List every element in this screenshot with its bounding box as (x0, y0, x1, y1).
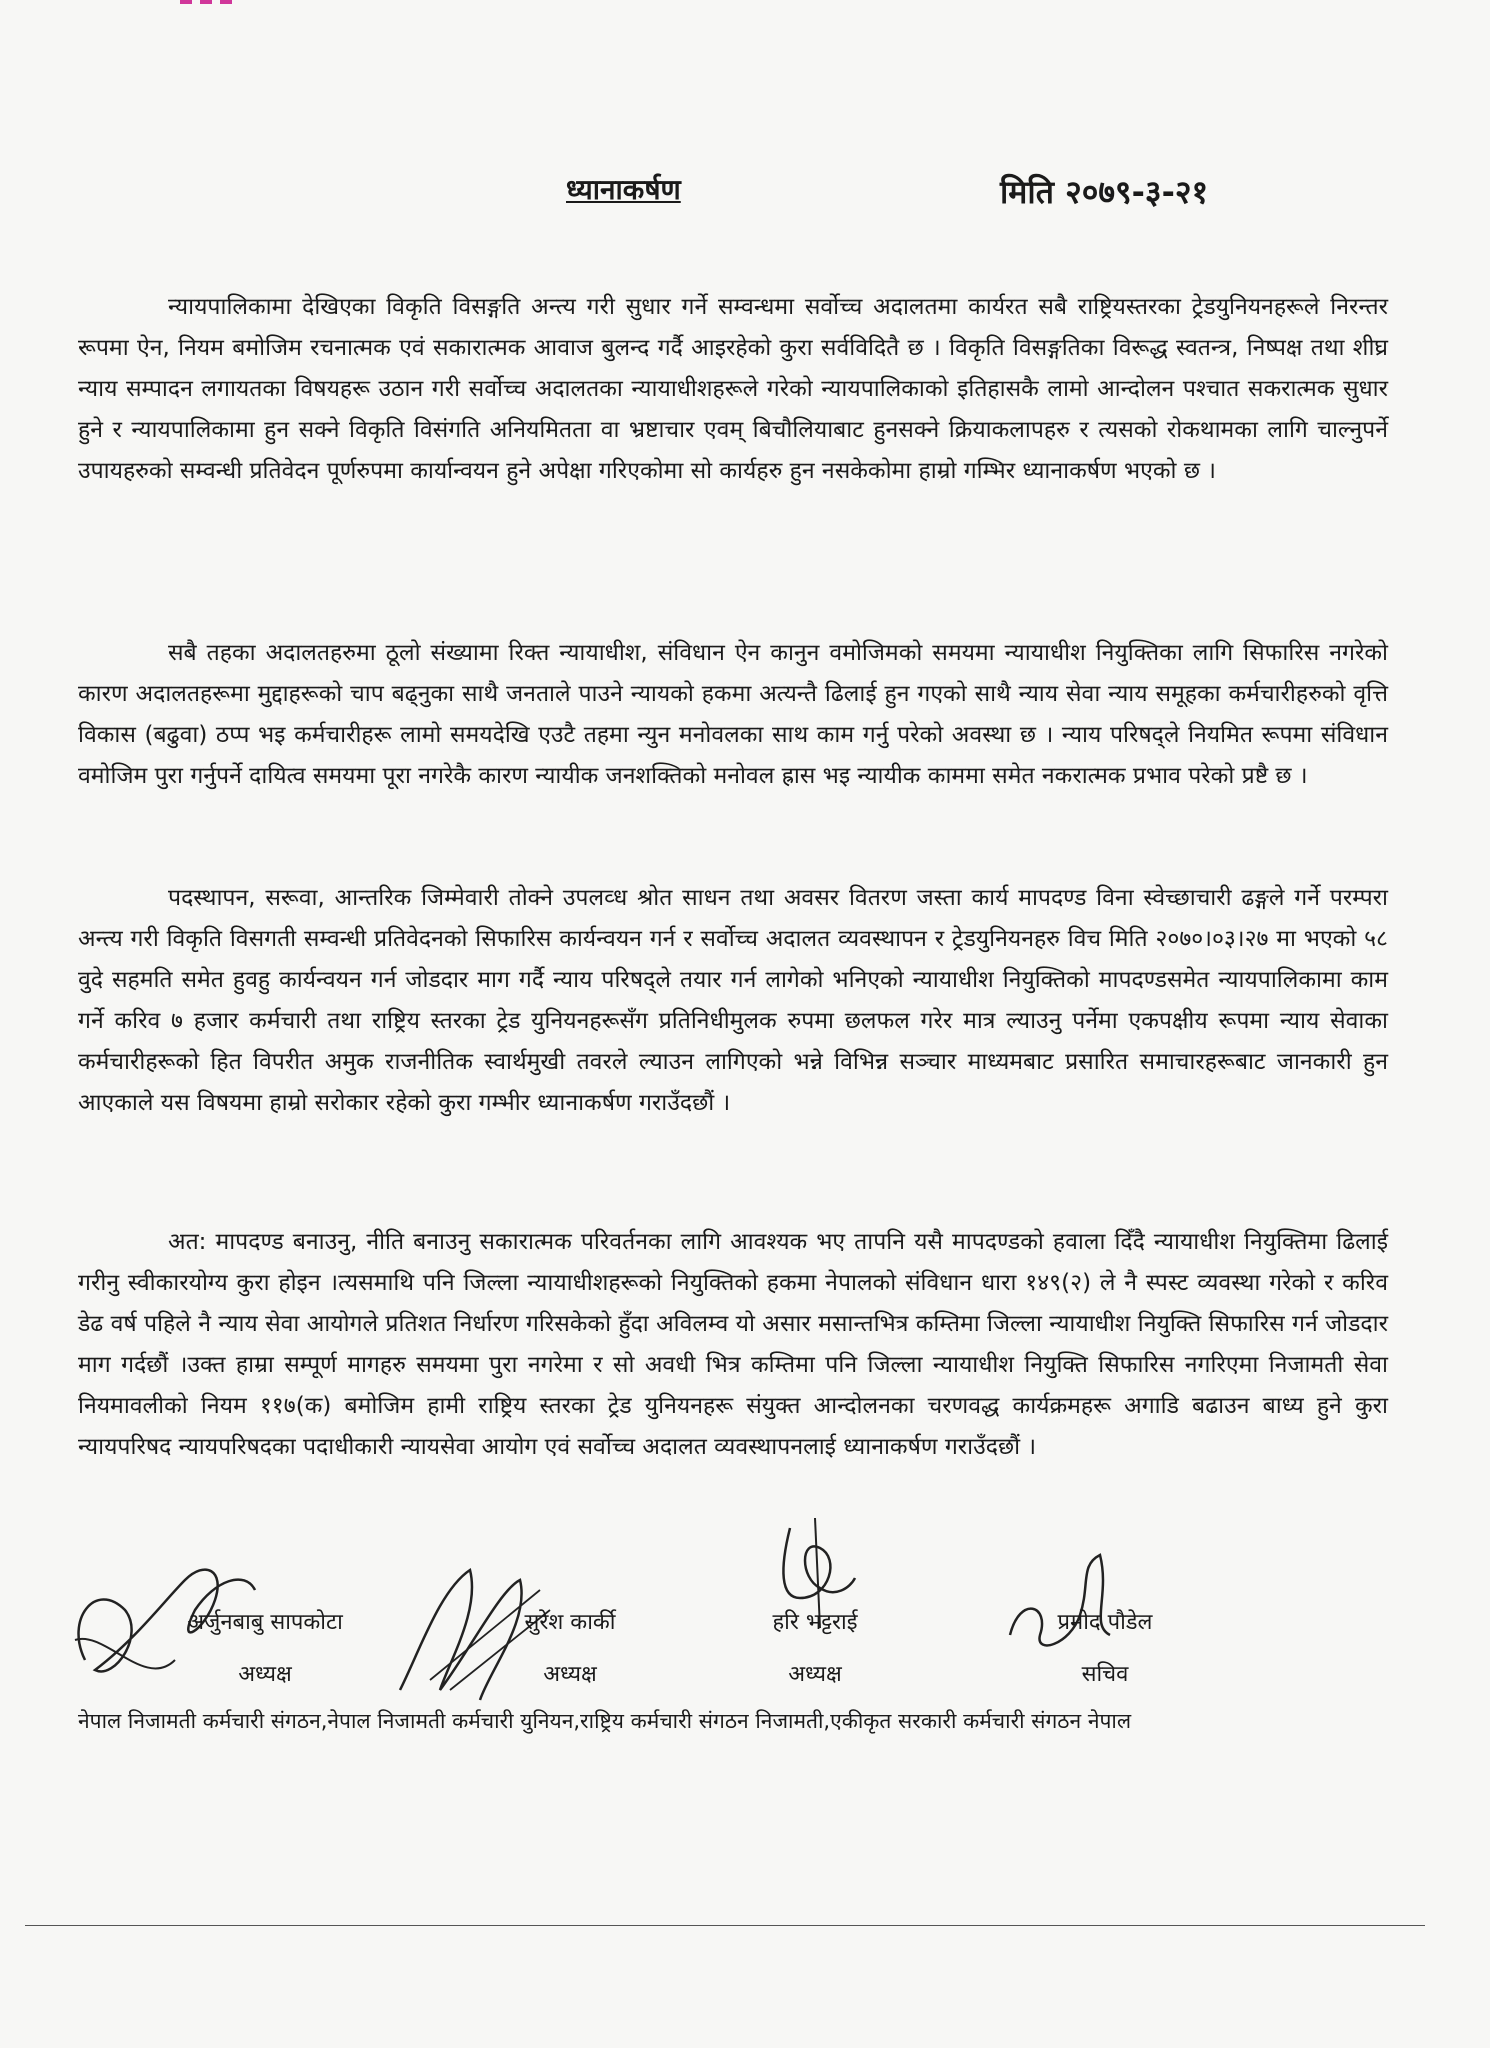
signatory-2 (480, 1606, 660, 1688)
signatory-1-role: अध्यक्ष (238, 1662, 292, 1687)
signatory-2-name: सुरेश कार्की (524, 1610, 616, 1635)
paragraph-2 (78, 633, 1388, 797)
paragraph-1-text: न्यायपालिकामा देखिएका विकृति विसङ्गति अन्त्य गरी सुधार गर्ने सम्वन्धमा सर्वोच्च अदालतमा कार्यरत सबै राष्ट्रियस्तरका ट्रेडयुनियनहरूले निरन्तर रूपमा ऐन, नियम बमोजिम रचनात्मक एवं सकारात्मक आवाज बुलन्द गर्दै आइरहेको कुरा सर्वविदितै छ । विकृति विसङ्गतिका विरूद्ध स्वतन्त्र, निष्पक्ष तथा शीघ्र न्याय सम्पादन लगायतका विषयहरू उठान गरी सर्वोच्च अदालतका न्यायाधीशहरूले गरेको न्यायपालिकाको इतिहासकै लामो आन्दोलन पश्चात सकरात्मक सुधार हुने र न्यायपालिकामा हुन सक्ने विकृति विसंगति अनियमितता वा भ्रष्टाचार एवम् बिचौलियाबाट हुनसक्ने क्रियाकलापहरु र त्यसको रोकथामका लागि चाल्नुपर्ने उपायहरुको सम्वन्धी प्रतिवेदन पूर्णरुपमा कार्यान्वयन हुने अपेक्षा गरिएकोमा सो कार्यहरु हुन नसकेकोमा हाम्रो गम्भिर ध्यानाकर्षण भएको छ । (78, 294, 1388, 484)
paragraph-1 (78, 287, 1388, 492)
document-title: ध्यानाकर्षण (566, 173, 681, 206)
organizations-line: नेपाल निजामती कर्मचारी संगठन,नेपाल निजामती कर्मचारी युनियन,राष्ट्रिय कर्मचारी संगठन निजामती,एकीकृत सरकारी कर्मचारी संगठन नेपाल (78, 1709, 1132, 1733)
signatory-4-role: सचिव (1081, 1662, 1129, 1687)
paragraph-4 (78, 1222, 1388, 1468)
paragraph-4-text: अत: मापदण्ड बनाउनु, नीति बनाउनु सकारात्मक परिवर्तनका लागि आवश्यक भए तापनि यसै मापदण्डको हवाला दिँदै न्यायाधीश नियुक्तिमा ढिलाई गरीनु स्वीकारयोग्य कुरा होइन ।त्यसमाथि पनि जिल्ला न्यायाधीशहरूको नियुक्तिको हकमा नेपालको संविधान धारा १४९(२) ले नै स्पस्ट व्यवस्था गरेको र करिव डेढ वर्ष पहिले नै न्याय सेवा आयोगले प्रतिशत निर्धारण गरिसकेको हुँदा अविलम्व यो असार मसान्तभित्र कम्तिमा जिल्ला न्यायाधीश नियुक्ति सिफारिस गर्न जोडदार माग गर्दछौं ।उक्त हाम्रा सम्पूर्ण मागहरु समयमा पुरा नगरेमा र सो अवधी भित्र कम्तिमा पनि जिल्ला न्यायाधीश नियुक्ति सिफारिस नगरिएमा निजामती सेवा नियमावलीको नियम ११७(क) बमोजिम हामी राष्ट्रिय स्तरका ट्रेड युनियनहरू संयुक्त आन्दोलनका चरणवद्ध कार्यक्रमहरू अगाडि बढाउन बाध्य हुने कुरा न्यायपरिषद न्यायपरिषदका पदाधीकारी न्यायसेवा आयोग एवं सर्वोच्च अदालत व्यवस्थापनलाई ध्यानाकर्षण गराउँदछौं । (78, 1229, 1388, 1460)
signatory-4-name: प्रमोद पौडेल (1057, 1610, 1153, 1635)
signatory-1 (150, 1606, 380, 1688)
signatory-2-role: अध्यक्ष (543, 1662, 597, 1687)
document-date: मिति २०७९-३-२१ (1000, 173, 1209, 211)
pink-edge-mark (180, 0, 260, 8)
signatory-4 (1010, 1606, 1200, 1688)
signatory-1-name: अर्जुनबाबु सापकोटा (187, 1610, 343, 1635)
signatory-3-name: हरि भट्टराई (772, 1610, 858, 1635)
footer-rule (25, 1925, 1425, 1926)
paragraph-3 (78, 878, 1388, 1124)
paragraph-2-text: सबै तहका अदालतहरुमा ठूलो संख्यामा रिक्त न्यायाधीश, संविधान ऐन कानुन वमोजिमको समयमा न्यायाधीश नियुक्तिका लागि सिफारिस नगरेको कारण अदालतहरूमा मुद्दाहरूको चाप बढ्नुका साथै जनताले पाउने न्यायको हकमा अत्यन्तै ढिलाई हुन गएको साथै न्याय सेवा न्याय समूहका कर्मचारीहरुको वृत्ति विकास (बढुवा) ठप्प भइ कर्मचारीहरू लामो समयदेखि एउटै तहमा न्युन मनोवलका साथ काम गर्नु परेको अवस्था छ । न्याय परिषद्ले नियमित रूपमा संविधान वमोजिम पुरा गर्नुपर्ने दायित्व समयमा पूरा नगरेकै कारण न्यायीक जनशक्तिको मनोवल ह्रास भइ न्यायीक काममा समेत नकरात्मक प्रभाव परेको प्रष्टै छ । (78, 640, 1388, 789)
paragraph-3-text: पदस्थापन, सरूवा, आन्तरिक जिम्मेवारी तोक्ने उपलव्ध श्रोत साधन तथा अवसर वितरण जस्ता कार्य मापदण्ड विना स्वेच्छाचारी ढङ्गले गर्ने परम्परा अन्त्य गरी विकृति विसगती सम्वन्धी प्रतिवेदनको सिफारिस कार्यन्वयन गर्न र सर्वोच्च अदालत व्यवस्थापन र ट्रेडयुनियनहरु विच मिति २०७०।०३।२७ मा भएको ५८ वुदे सहमति समेत हुवहु कार्यन्वयन गर्न जोडदार माग गर्दै न्याय परिषद्ले तयार गर्न लागेको भनिएको न्यायाधीश नियुक्तिको मापदण्डसमेत न्यायपालिकामा काम गर्ने करिव ७ हजार कर्मचारी तथा राष्ट्रिय स्तरका ट्रेड युनियनहरूसँग प्रतिनिधीमुलक रुपमा छलफल गरेर मात्र ल्याउनु पर्नेमा एकपक्षीय रूपमा न्याय सेवाका कर्मचारीहरूको हित विपरीत अमुक राजनीतिक स्वार्थमुखी तवरले ल्याउन लागिएको भन्ने विभिन्न सञ्चार माध्यमबाट प्रसारित समाचारहरूबाट जानकारी हुन आएकाले यस विषयमा हाम्रो सरोकार रहेको कुरा गम्भीर ध्यानाकर्षण गराउँदछौं । (78, 885, 1388, 1116)
signatory-3 (720, 1606, 910, 1688)
signatory-3-role: अध्यक्ष (788, 1662, 842, 1687)
